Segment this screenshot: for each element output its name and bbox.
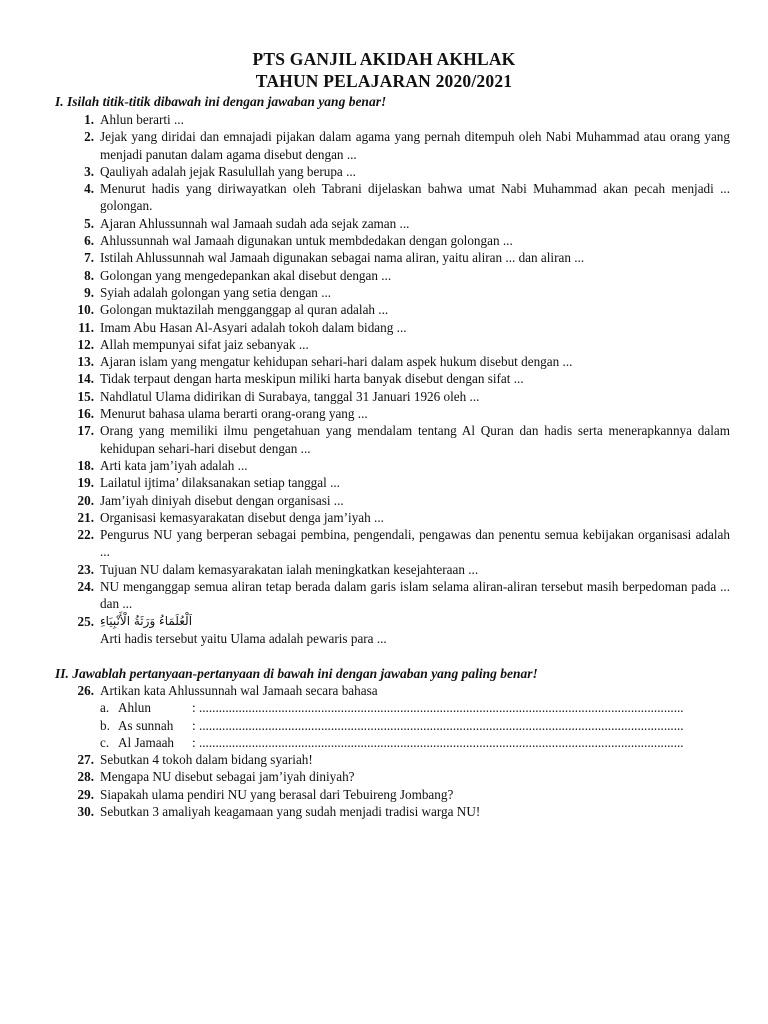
question-text: Allah mempunyai sifat jaiz sebanyak ... [100, 336, 309, 352]
question-text: Ajaran Ahlussunnah wal Jamaah sudah ada sejak zaman ... [100, 215, 410, 231]
question-item [0, 163, 730, 180]
question-number: 3. [84, 163, 94, 179]
question-number: 10. [77, 302, 94, 318]
question-number: 4. [84, 181, 94, 197]
question-item [0, 388, 730, 405]
question-number: 6. [84, 233, 94, 249]
sub-question-letter: a. [100, 700, 110, 716]
question-number: 21. [77, 509, 94, 525]
question-text: Qauliyah adalah jejak Rasulullah yang berupa ... [100, 163, 356, 179]
question-item [0, 561, 730, 578]
question-number: 16. [77, 406, 94, 422]
question-number: 30. [77, 804, 94, 820]
question-number: 11. [78, 319, 94, 335]
question-number: 7. [84, 250, 94, 266]
question-item [0, 613, 730, 648]
question-item [0, 128, 730, 163]
sub-question-label: As sunnah [118, 717, 174, 733]
question-item [0, 751, 730, 768]
sub-question-label: Al Jamaah [118, 734, 175, 750]
question-text: Mengapa NU disebut sebagai jam’iyah diniyah? [100, 769, 355, 785]
question-item [0, 509, 730, 526]
sub-question-row [0, 734, 684, 751]
question-text: Sebutkan 3 amaliyah keagamaan yang sudah menjadi tradisi warga NU! [100, 804, 481, 820]
question-item [0, 180, 730, 215]
question-number: 9. [84, 284, 94, 300]
question-number: 28. [77, 769, 94, 785]
question-item [0, 232, 730, 249]
question-text: Arti kata jam’iyah adalah ... [100, 457, 248, 473]
answer-blank-line[interactable]: : ................................................................................................................................................... [192, 717, 684, 733]
section-2-heading: II. Jawablah pertanyaan-pertanyaan di bawah ini dengan jawaban yang paling benar! [55, 666, 538, 681]
question-item [0, 786, 730, 803]
question-text: Siapakah ulama pendiri NU yang berasal dari Tebuireng Jombang? [100, 786, 454, 802]
sub-question-label: Ahlun [118, 700, 151, 716]
question-number: 19. [77, 475, 94, 491]
question-text: Nahdlatul Ulama didirikan di Surabaya, tanggal 31 Januari 1926 oleh ... [100, 388, 480, 404]
question-text: Pengurus NU yang berperan sebagai pembina, pengendali, pengawas dan penentu semua kebijakan organisasi adalah ... [100, 527, 730, 560]
question-text: Jam’iyah diniyah disebut dengan organisasi ... [100, 492, 344, 508]
question-text: Imam Abu Hasan Al-Asyari adalah tokoh dalam bidang ... [100, 319, 407, 335]
sub-question-row [0, 699, 684, 716]
question-number: 8. [84, 267, 94, 283]
question-item [0, 474, 730, 491]
question-number: 20. [77, 492, 94, 508]
question-number: 13. [77, 354, 94, 370]
section-1-questions [0, 111, 730, 647]
exam-title: PTS GANJIL AKIDAH AKHLAK [252, 49, 516, 69]
question-text: Ajaran islam yang mengatur kehidupan sehari-hari dalam aspek hukum disebut dengan ... [100, 354, 573, 370]
answer-blank-line[interactable]: : ................................................................................................................................................... [192, 700, 684, 716]
question-text: Orang yang memiliki ilmu pengetahuan yang mendalam tentang Al Quran dan hadis serta menerapkannya dalam kehidupan sehari-hari disebut dengan ... [100, 423, 730, 456]
question-item [0, 215, 730, 232]
sub-question-letter: b. [100, 717, 110, 733]
academic-year-title: TAHUN PELAJARAN 2020/2021 [255, 71, 513, 91]
question-text: Menurut bahasa ulama berarti orang-orang yang ... [100, 406, 368, 422]
question-number: 26. [77, 683, 94, 698]
question-text: Sebutkan 4 tokoh dalam bidang syariah! [100, 752, 313, 768]
question-item [0, 267, 730, 284]
question-item [0, 492, 730, 509]
question-number: 12. [77, 336, 94, 352]
question-item [0, 578, 730, 613]
question-text: Syiah adalah golongan yang setia dengan ... [100, 284, 332, 300]
question-number: 1. [84, 112, 94, 127]
question-number: 18. [77, 457, 94, 473]
question-item [0, 457, 730, 474]
question-item [0, 682, 730, 699]
question-item [0, 405, 730, 422]
question-number: 29. [77, 786, 94, 802]
sub-question-row [0, 717, 684, 734]
question-number: 2. [84, 129, 94, 145]
question-item [0, 301, 730, 318]
question-number: 27. [77, 752, 94, 768]
question-item [0, 370, 730, 387]
question-item [0, 111, 730, 128]
question-number: 24. [77, 579, 94, 595]
question-text: Ahlussunnah wal Jamaah digunakan untuk membdedakan dengan golongan ... [100, 233, 513, 249]
question-item [0, 249, 730, 266]
question-text: NU menganggap semua aliran tetap berada dalam garis islam selama aliran-aliran tersebut masih berpedoman pada ... dan ... [100, 579, 730, 612]
question-item [0, 336, 730, 353]
question-text: Golongan muktazilah mengganggap al quran adalah ... [100, 302, 389, 318]
question-text: Arti hadis tersebut yaitu Ulama adalah pewaris para ... [100, 630, 387, 646]
question-item [0, 353, 730, 370]
question-text: Organisasi kemasyarakatan disebut denga jam’iyah ... [100, 509, 384, 525]
question-text: Lailatul ijtima’ dilaksanakan setiap tanggal ... [100, 475, 340, 491]
question-text: Jejak yang diridai dan emnajadi pijakan dalam agama yang pernah ditempuh oleh Nabi Muhammad atau orang yang menjadi panutan dalam agama disebut dengan ... [100, 129, 730, 162]
question-text: Artikan kata Ahlussunnah wal Jamaah secara bahasa [100, 683, 378, 698]
question-number: 22. [77, 527, 94, 543]
question-item [0, 284, 730, 301]
question-number: 15. [77, 388, 94, 404]
section-2-questions [0, 682, 730, 820]
question-text: Istilah Ahlussunnah wal Jamaah digunakan sebagai nama aliran, yaitu aliran ... dan aliran ... [100, 250, 585, 266]
arabic-hadith-text: اَلْعُلَمَاءُ وَرَثَةُ الْأَنْبِيَاءِ [100, 613, 193, 628]
question-text: Menurut hadis yang diriwayatkan oleh Tabrani dijelaskan bahwa umat Nabi Muhammad akan pecah menjadi ... golongan. [100, 181, 730, 214]
question-text: Ahlun berarti ... [100, 112, 184, 127]
answer-blank-line[interactable]: : ................................................................................................................................................... [192, 734, 684, 750]
question-item [0, 319, 730, 336]
question-number: 25. [77, 613, 94, 629]
question-text: Golongan yang mengedepankan akal disebut dengan ... [100, 267, 392, 283]
question-number: 5. [84, 215, 94, 231]
question-item [0, 768, 730, 785]
question-text: Tujuan NU dalam kemasyarakatan ialah meningkatkan kesejahteraan ... [100, 561, 479, 577]
section-1-heading: I. Isilah titik-titik dibawah ini dengan jawaban yang benar! [55, 94, 387, 109]
question-text: Tidak terpaut dengan harta meskipun miliki harta banyak disebut dengan sifat ... [100, 371, 524, 387]
question-item [0, 422, 730, 457]
question-item [0, 803, 730, 820]
sub-question-letter: c. [100, 734, 110, 750]
question-number: 17. [77, 423, 94, 439]
question-number: 23. [77, 561, 94, 577]
question-number: 14. [77, 371, 94, 387]
question-item [0, 526, 730, 561]
